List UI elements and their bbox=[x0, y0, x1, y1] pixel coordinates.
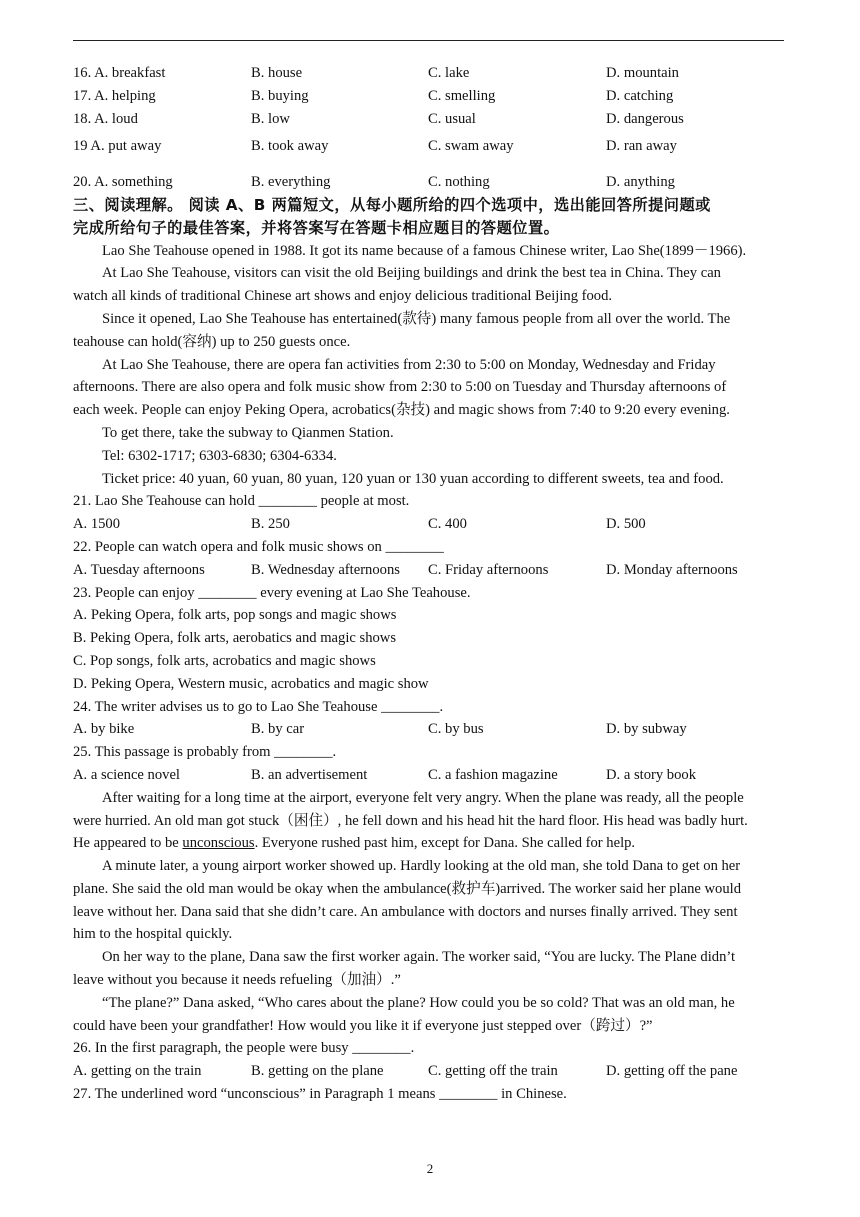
option-c: C. usual bbox=[428, 110, 476, 127]
passage-b-p1-line1: After waiting for a long time at the airport, everyone felt very angry. When the plane was ready, all the people bbox=[102, 789, 744, 806]
page-number: 2 bbox=[426, 1161, 434, 1176]
option-d: D. 500 bbox=[606, 516, 646, 533]
passage-a-p4-line3: each week. People can enjoy Peking Opera, acrobatics(杂技) and magic shows from 7:40 to 9:20 every evening. bbox=[73, 402, 730, 419]
option-c: C. by bus bbox=[428, 721, 484, 738]
option-b: B. an advertisement bbox=[251, 766, 368, 783]
question-25: 25. This passage is probably from ________. bbox=[73, 744, 337, 761]
option-d: D. Peking Opera, Western music, acrobatics and magic show bbox=[73, 675, 429, 692]
option-a: 19 A. put away bbox=[73, 138, 162, 155]
passage-b-p4-line1: “The plane?” Dana asked, “Who cares about the plane? How could you be so cold? That was an old man, he bbox=[102, 994, 735, 1011]
option-row-17 bbox=[73, 85, 785, 108]
option-c: C. Friday afternoons bbox=[428, 561, 549, 578]
question-27: 27. The underlined word “unconscious” in Paragraph 1 means ________ in Chinese. bbox=[73, 1086, 567, 1103]
option-a: 20. A. something bbox=[73, 174, 173, 191]
passage-a-p5: To get there, take the subway to Qianmen Station. bbox=[102, 424, 394, 441]
option-a: A. getting on the train bbox=[73, 1063, 202, 1080]
option-row-16 bbox=[73, 62, 785, 85]
option-a: A. Tuesday afternoons bbox=[73, 561, 205, 578]
option-d: D. catching bbox=[606, 87, 674, 104]
option-b: B. Peking Opera, folk arts, aerobatics and magic shows bbox=[73, 630, 397, 647]
passage-a-p3-line2: teahouse can hold(容纳) up to 250 guests once. bbox=[73, 333, 351, 350]
option-b: B. by car bbox=[251, 721, 305, 738]
passage-b-p3-line2: leave without you because it needs refueling（加油）.” bbox=[73, 972, 401, 989]
question-22: 22. People can watch opera and folk music shows on ________ bbox=[73, 538, 444, 555]
option-d: D. by subway bbox=[606, 721, 687, 738]
passage-b-p1-line2: were hurried. An old man got stuck（困住）, he fell down and his head hit the hard floor. His head was badly hurt. bbox=[73, 812, 748, 829]
section-heading-line-2: 完成所给句子的最佳答案，并将答案写在答题卡相应题目的答题位置。 bbox=[73, 218, 560, 237]
option-a: A. Peking Opera, folk arts, pop songs and magic shows bbox=[73, 607, 397, 624]
passage-b-p2-line3: leave without her. Dana said that she didn’t care. An ambulance with doctors and nurses finally arrived. They sent bbox=[73, 903, 738, 920]
option-b: B. getting on the plane bbox=[251, 1063, 384, 1080]
option-row-20 bbox=[73, 171, 785, 194]
option-c: C. Pop songs, folk arts, acrobatics and magic shows bbox=[73, 652, 376, 669]
option-b: B. took away bbox=[251, 138, 329, 155]
option-row-18 bbox=[73, 108, 785, 131]
passage-a-p7: Ticket price: 40 yuan, 60 yuan, 80 yuan, 120 yuan or 130 yuan according to different sweets, tea and food. bbox=[102, 470, 724, 487]
question-26-options bbox=[73, 1060, 785, 1083]
passage-a-p2-line2: watch all kinds of traditional Chinese art shows and enjoy delicious traditional Beijing food. bbox=[73, 288, 613, 305]
passage-a-p3-line1: Since it opened, Lao She Teahouse has entertained(款待) many famous people from all over the world. The bbox=[102, 310, 731, 327]
option-b: B. 250 bbox=[251, 516, 290, 533]
page-content bbox=[73, 62, 785, 1106]
question-24-options bbox=[73, 718, 785, 741]
question-25-options bbox=[73, 764, 785, 787]
passage-a-p4-line1: At Lao She Teahouse, there are opera fan activities from 2:30 to 5:00 on Monday, Wednesday and Friday bbox=[102, 356, 716, 373]
option-b: B. house bbox=[251, 65, 303, 81]
option-d: D. a story book bbox=[606, 766, 696, 783]
option-c: C. swam away bbox=[428, 138, 514, 155]
section-heading-line-1: 三、阅读理解。 阅读 A、B 两篇短文，从每小题所给的四个选项中，选出能回答所提问题或 bbox=[73, 195, 711, 214]
passage-a-p1: Lao She Teahouse opened in 1988. It got its name because of a famous Chinese writer, Lao She(1899－1966). bbox=[102, 242, 747, 259]
option-c: C. smelling bbox=[428, 87, 496, 104]
text-segment: . Everyone rushed past him, except for Dana. She called for help. bbox=[254, 835, 636, 852]
option-d: D. dangerous bbox=[606, 110, 684, 127]
option-a: 17. A. helping bbox=[73, 87, 156, 104]
option-d: D. Monday afternoons bbox=[606, 561, 738, 578]
passage-a-p4-line2: afternoons. There are also opera and folk music show from 2:30 to 5:00 on Tuesday and Thursday afternoons of bbox=[73, 379, 727, 396]
option-c: C. nothing bbox=[428, 174, 490, 191]
passage-a-p6: Tel: 6302-1717; 6303-6830; 6304-6334. bbox=[102, 447, 337, 464]
option-row-19 bbox=[73, 135, 785, 158]
option-d: D. anything bbox=[606, 174, 675, 191]
question-26: 26. In the first paragraph, the people were busy ________. bbox=[73, 1040, 415, 1057]
question-21: 21. Lao She Teahouse can hold ________ people at most. bbox=[73, 493, 410, 510]
underlined-word: unconscious bbox=[182, 835, 255, 852]
option-b: B. everything bbox=[251, 174, 331, 191]
option-d: D. mountain bbox=[606, 65, 679, 81]
option-c: C. getting off the train bbox=[428, 1063, 558, 1080]
text-segment: He appeared to be bbox=[73, 835, 183, 852]
question-22-options bbox=[73, 559, 785, 582]
option-a: A. 1500 bbox=[73, 516, 121, 533]
passage-b-p2-line1: A minute later, a young airport worker showed up. Hardly looking at the old man, she told Dana to get on her bbox=[102, 858, 741, 875]
option-d: D. ran away bbox=[606, 138, 677, 155]
option-c: C. a fashion magazine bbox=[428, 766, 558, 783]
option-a: A. by bike bbox=[73, 721, 135, 738]
option-c: C. lake bbox=[428, 65, 470, 81]
option-a: 18. A. loud bbox=[73, 110, 138, 127]
option-b: B. low bbox=[251, 110, 290, 127]
option-c: C. 400 bbox=[428, 516, 467, 533]
passage-b-p2-line2: plane. She said the old man would be okay when the ambulance(救护车)arrived. The worker said her plane would bbox=[73, 880, 742, 897]
header-rule bbox=[73, 40, 784, 41]
question-24: 24. The writer advises us to go to Lao She Teahouse ________. bbox=[73, 698, 444, 715]
passage-b-p1-line3 bbox=[73, 832, 785, 855]
passage-b-p4-line2: could have been your grandfather! How would you like it if everyone just stepped over（跨过）?” bbox=[73, 1017, 653, 1034]
passage-a-p2-line1: At Lao She Teahouse, visitors can visit the old Beijing buildings and drink the best tea in China. They can bbox=[102, 265, 721, 282]
option-a: A. a science novel bbox=[73, 766, 180, 783]
option-a: 16. A. breakfast bbox=[73, 65, 166, 81]
question-21-options bbox=[73, 513, 785, 536]
question-23: 23. People can enjoy ________ every evening at Lao She Teahouse. bbox=[73, 584, 471, 601]
option-b: B. buying bbox=[251, 87, 309, 104]
option-d: D. getting off the pane bbox=[606, 1063, 738, 1080]
option-b: B. Wednesday afternoons bbox=[251, 561, 400, 578]
passage-b-p2-line4: him to the hospital quickly. bbox=[73, 926, 233, 943]
passage-b-p3-line1: On her way to the plane, Dana saw the first worker again. The worker said, “You are lucky. The Plane didn’t bbox=[102, 949, 736, 966]
